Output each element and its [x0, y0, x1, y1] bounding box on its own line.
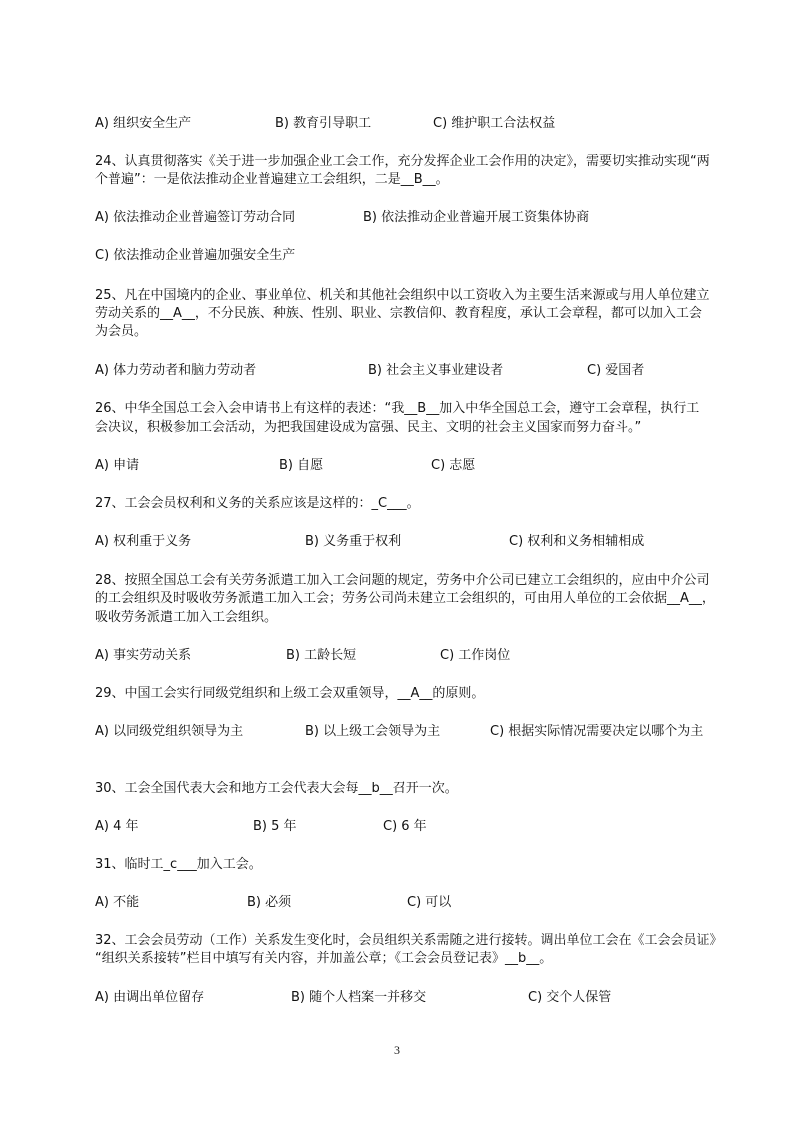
- question-27-line-1: 27、工会会员权利和义务的关系应该是这样的：_C___。: [95, 496, 420, 511]
- question-28-line-2: 的工会组织及时吸收劳务派遣工加入工会；劳务公司尚未建立工会组织的，可由用人单位的工会依据__A__，: [95, 591, 715, 606]
- option-c: C) 工作岗位: [440, 648, 511, 663]
- option-c: C) 可以: [407, 895, 452, 910]
- option-c: C) 志愿: [431, 458, 476, 473]
- question-28-line-3: 吸收劳务派遣工加入工会组织。: [95, 610, 278, 625]
- question-26-line-2: 会决议，积极参加工会活动，为把我国建设成为富强、民主、文明的社会主义国家而努力奋斗。”: [95, 420, 642, 435]
- page-number: 3: [394, 1043, 400, 1057]
- option-b: B) 以上级工会领导为主: [305, 724, 441, 739]
- option-a: A) 组织安全生产: [95, 116, 192, 131]
- option-b: B) 自愿: [279, 458, 324, 473]
- question-29-line-1: 29、中国工会实行同级党组织和上级工会双重领导，__A__的原则。: [95, 686, 485, 701]
- question-25-line-1: 25、凡在中国境内的企业、事业单位、机关和其他社会组织中以工资收入为主要生活来源或与用人单位建立: [95, 288, 710, 303]
- option-c: C) 依法推动企业普遍加强安全生产: [95, 248, 296, 263]
- option-b: B) 必须: [247, 895, 292, 910]
- question-31-line-1: 31、临时工_c___加入工会。: [95, 857, 262, 872]
- option-c: C) 交个人保管: [528, 990, 612, 1005]
- question-25-line-2: 劳动关系的__A__，不分民族、种族、性别、职业、宗教信仰、教育程度，承认工会章程，都可以加入工会: [95, 306, 702, 321]
- question-25-line-3: 为会员。: [95, 324, 148, 339]
- option-c: C) 根据实际情况需要决定以哪个为主: [490, 724, 704, 739]
- question-32-line-2: “组织关系接转”栏目中填写有关内容，并加盖公章；《工会会员登记表》__b__。: [95, 951, 553, 966]
- option-a: A) 权利重于义务: [95, 534, 192, 549]
- question-32-line-1: 32、工会会员劳动（工作）关系发生变化时，会员组织关系需随之进行接转。调出单位工会在《工会会员证》: [95, 933, 723, 948]
- option-a: A) 体力劳动者和脑力劳动者: [95, 363, 257, 378]
- question-28-line-1: 28、按照全国总工会有关劳务派遣工加入工会问题的规定，劳务中介公司已建立工会组织的，应由中介公司: [95, 573, 710, 588]
- option-b: B) 随个人档案一并移交: [291, 990, 427, 1005]
- question-30-line-1: 30、工会全国代表大会和地方工会代表大会每__b__召开一次。: [95, 781, 458, 796]
- option-b: B) 5 年: [253, 819, 297, 834]
- question-24-line-2: 个普遍”：一是依法推动企业普遍建立工会组织，二是__B__。: [95, 172, 449, 187]
- option-a: A) 事实劳动关系: [95, 648, 192, 663]
- option-a: A) 依法推动企业普遍签订劳动合同: [95, 210, 296, 225]
- question-26-line-1: 26、中华全国总工会入会申请书上有这样的表述：“我__B__加入中华全国总工会，遵守工会章程，执行工: [95, 401, 700, 416]
- option-c: C) 维护职工合法权益: [433, 116, 556, 131]
- option-c: C) 爱国者: [587, 363, 645, 378]
- option-a: A) 以同级党组织领导为主: [95, 724, 244, 739]
- option-b: B) 依法推动企业普遍开展工资集体协商: [363, 210, 590, 225]
- option-b: B) 社会主义事业建设者: [368, 363, 504, 378]
- option-a: A) 4 年: [95, 819, 139, 834]
- option-b: B) 义务重于权利: [305, 534, 402, 549]
- option-b: B) 工龄长短: [286, 648, 357, 663]
- option-b: B) 教育引导职工: [275, 116, 372, 131]
- option-a: A) 不能: [95, 895, 140, 910]
- option-c: C) 权利和义务相辅相成: [509, 534, 645, 549]
- question-24-line-1: 24、认真贯彻落实《关于进一步加强企业工会工作，充分发挥企业工会作用的决定》，需要切实推动实现“两: [95, 154, 710, 169]
- option-a: A) 由调出单位留存: [95, 990, 205, 1005]
- option-a: A) 申请: [95, 458, 140, 473]
- option-c: C) 6 年: [383, 819, 427, 834]
